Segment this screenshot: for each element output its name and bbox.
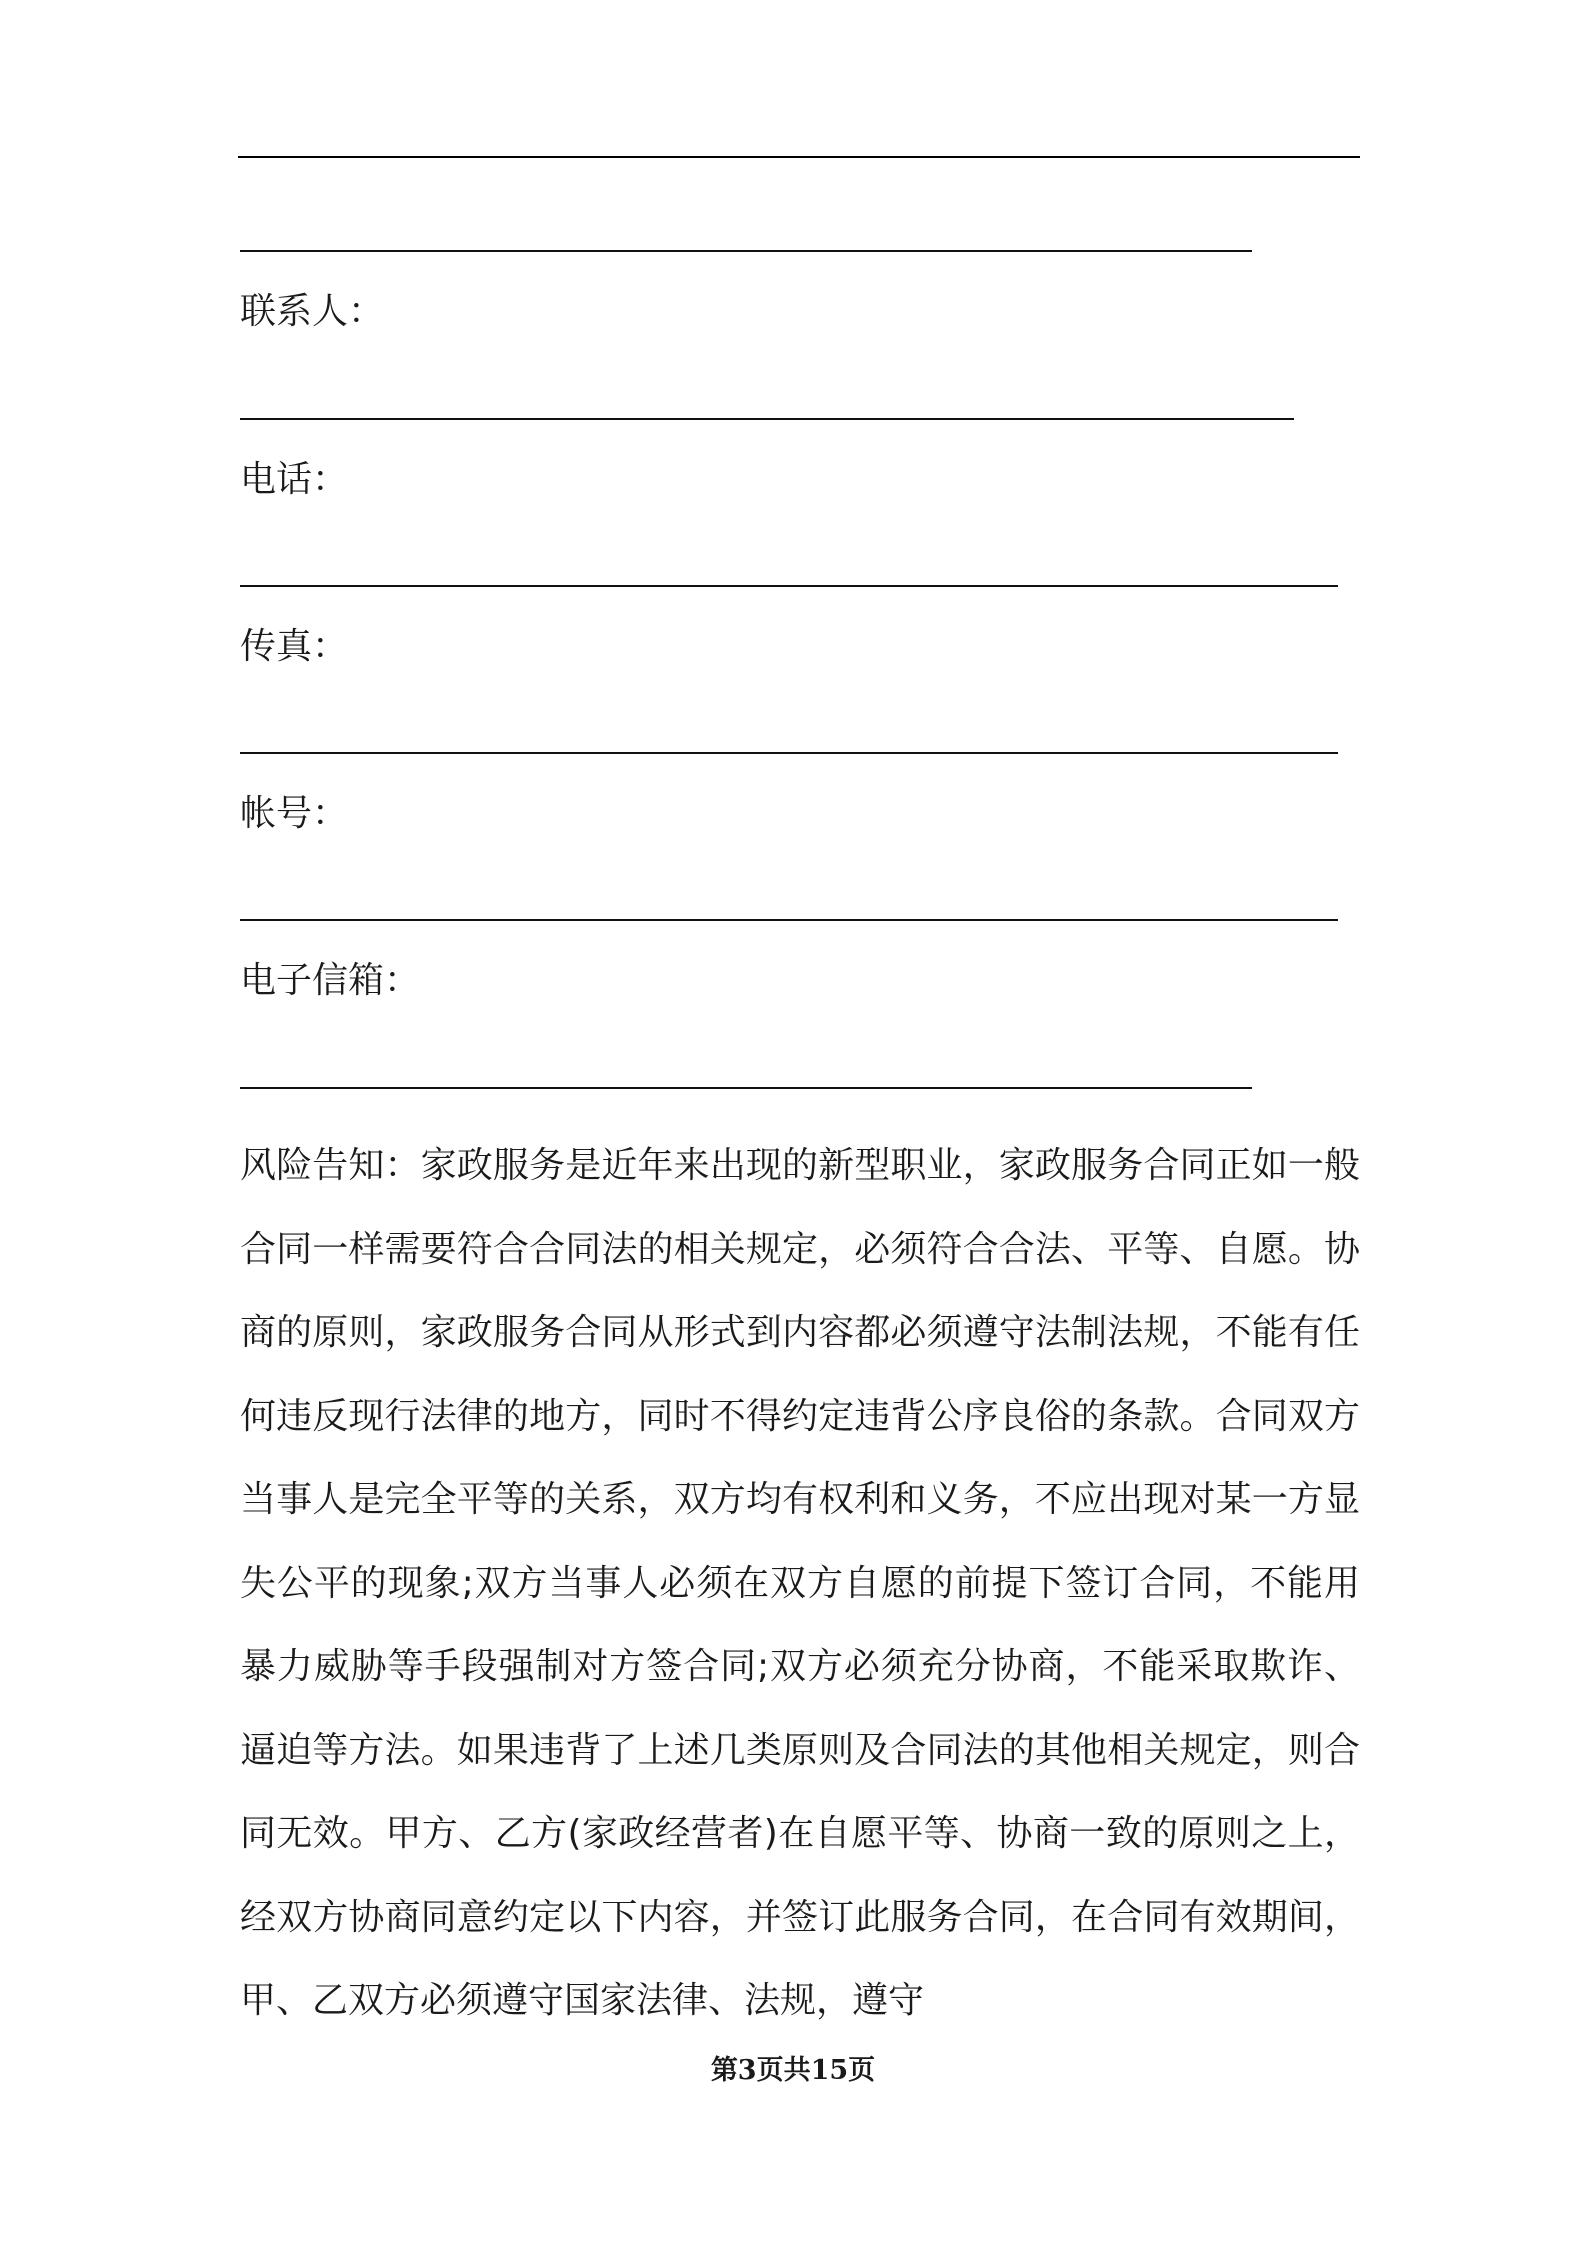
fax-fill-line — [240, 752, 1338, 754]
phone-label: 电话： — [240, 459, 349, 500]
header-divider — [238, 156, 1360, 158]
fax-label: 传真： — [240, 626, 349, 667]
contact-person-fill-line — [240, 418, 1294, 420]
email-label: 电子信箱： — [240, 960, 421, 1001]
account-fill-line — [240, 919, 1338, 921]
contact-person-label: 联系人： — [240, 291, 385, 332]
account-label: 帐号： — [240, 793, 349, 834]
phone-fill-line — [240, 585, 1338, 587]
page-indicator: 第3页共15页 — [710, 2055, 876, 2086]
email-fill-line — [240, 1087, 1252, 1089]
blank-fill-line — [240, 250, 1252, 252]
risk-notice-paragraph: 风险告知：家政服务是近年来出现的新型职业，家政服务合同正如一般合同一样需要符合合同法的相关规定，必须符合合法、平等、自愿。协商的原则，家政服务合同从形式到内容都必须遵守法制法规，不能有任何违反现行法律的地方，同时不得约定违背公序良俗的条款。合同双方当事人是完全平等的关系，双方均有权利和义务，不应出现对某一方显失公平的现象;双方当事人必须在双方自愿的前提下签订合同，不能用暴力威胁等手段强制对方签合同;双方必须充分协商，不能采取欺诈、逼迫等方法。如果违背了上述几类原则及合同法的其他相关规定，则合同无效。甲方、乙方(家政经营者)在自愿平等、协商一致的原则之上，经双方协商同意约定以下内容，并签订此服务合同，在合同有效期间，甲、乙双方必须遵守国家法律、法规，遵守 — [240, 1145, 1360, 2021]
